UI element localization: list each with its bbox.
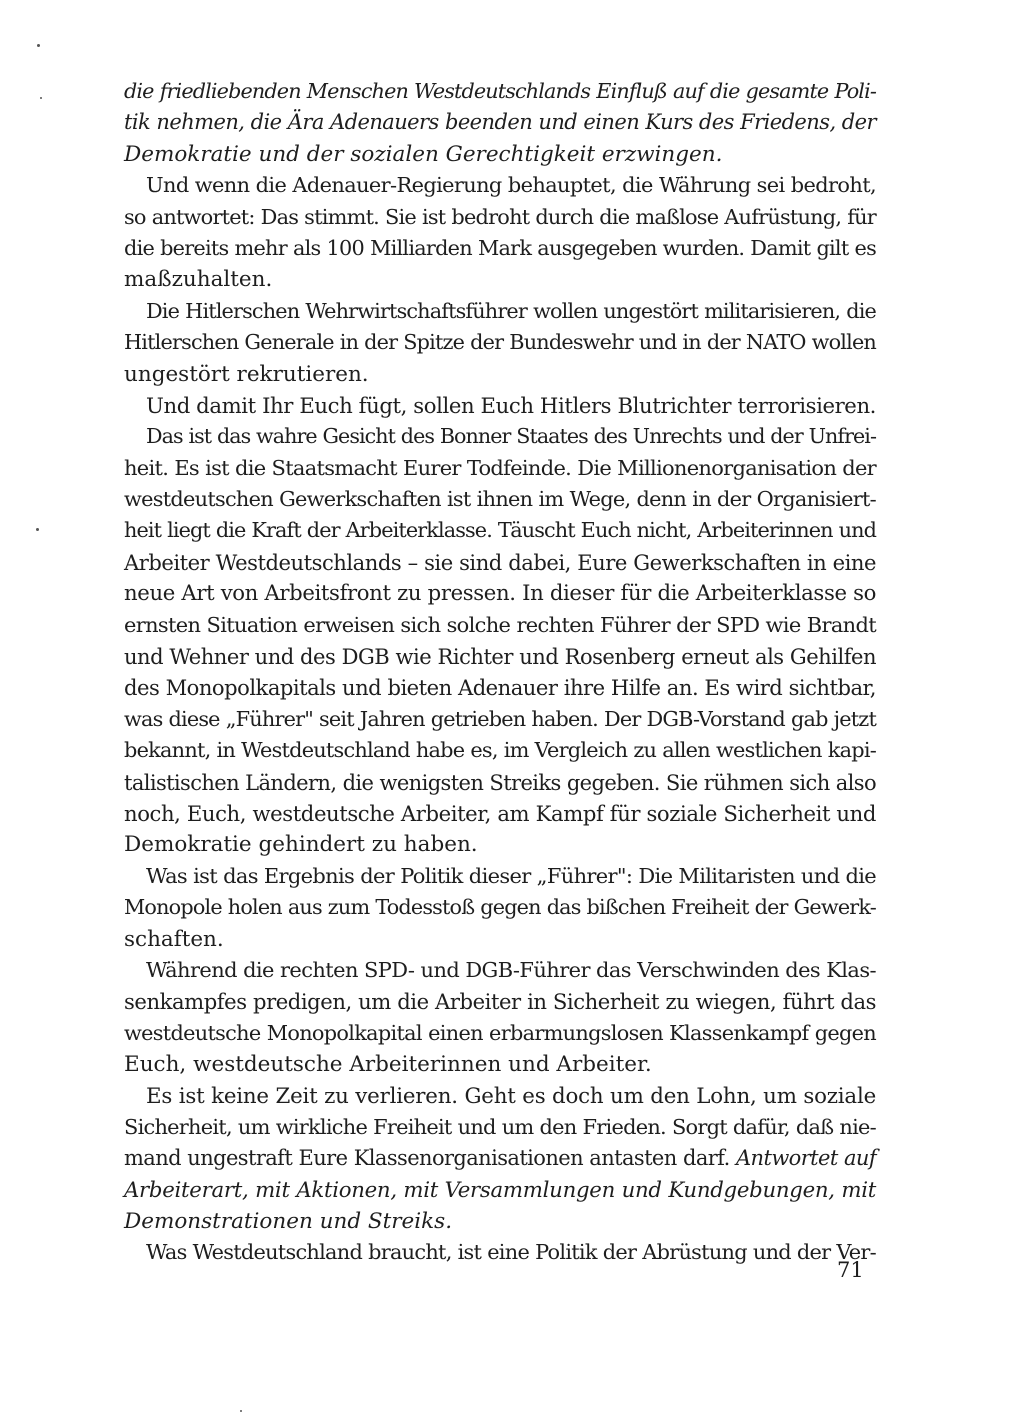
text-line: schaften.	[124, 926, 224, 952]
text-line	[124, 1143, 876, 1174]
scan-speck	[37, 44, 40, 47]
text-line: Arbeiterart, mit Aktionen, mit Versammlungen und Kundgebungen, mit	[124, 1177, 876, 1203]
text-line: talistischen Ländern, die wenigsten Streiks gegeben. Sie rühmen sich also	[124, 769, 876, 795]
text-line: Es ist keine Zeit zu verlieren. Geht es doch um den Lohn, um soziale	[146, 1083, 877, 1109]
text-line: ungestört rekrutieren.	[124, 361, 369, 387]
text-line: Sicherheit, um wirkliche Freiheit und um den Frieden. Sorgt dafür, daß nie-	[124, 1114, 876, 1139]
text-line-plain: mand ungestraft Eure Klassenorganisationen antasten darf.	[124, 1146, 736, 1171]
text-line: was diese „Führer" seit Jahren getrieben haben. Der DGB-Vorstand gab jetzt	[124, 706, 876, 731]
text-line: Euch, westdeutsche Arbeiterinnen und Arbeiter.	[124, 1052, 652, 1078]
text-line: heit liegt die Kraft der Arbeiterklasse. Täuscht Euch nicht, Arbeiterinnen und	[124, 518, 876, 543]
text-line: westdeutsche Monopolkapital einen erbarmungslosen Klassenkampf gegen	[124, 1020, 876, 1045]
text-line: Und wenn die Adenauer-Regierung behauptet, die Währung sei bedroht,	[146, 173, 876, 198]
text-line: bekannt, in Westdeutschland habe es, im Vergleich zu allen westlichen kapi-	[124, 738, 876, 763]
text-line: Demonstrationen und Streiks.	[124, 1209, 453, 1235]
text-line: Das ist das wahre Gesicht des Bonner Staates des Unrechts und der Unfrei-	[146, 424, 876, 449]
text-line: Monopole holen aus zum Todesstoß gegen das bißchen Freiheit der Gewerk-	[124, 895, 876, 920]
text-line-italic: Antwortet auf	[735, 1146, 876, 1171]
text-line: Und damit Ihr Euch fügt, sollen Euch Hitlers Blutrichter terrorisieren.	[146, 392, 877, 418]
page-number: 71	[837, 1258, 864, 1282]
text-line: heit. Es ist die Staatsmacht Eurer Todfeinde. Die Millionenorganisation der	[124, 455, 876, 480]
text-line: Während die rechten SPD- und DGB-Führer das Verschwinden des Klas-	[146, 957, 876, 982]
text-line: die bereits mehr als 100 Milliarden Mark ausgegeben wurden. Damit gilt es	[124, 235, 876, 260]
text-line: Was Westdeutschland braucht, ist eine Politik der Abrüstung und der Ver-	[146, 1240, 876, 1265]
text-line: neue Art von Arbeitsfront zu pressen. In dieser für die Arbeiterklasse so	[124, 581, 876, 607]
text-line: senkampfes predigen, um die Arbeiter in Sicherheit zu wiegen, führt das	[124, 989, 876, 1015]
scan-speck	[40, 97, 42, 99]
text-line: die friedliebenden Menschen Westdeutschlands Einfluß auf die gesamte Poli-	[124, 79, 876, 103]
text-line: tik nehmen, die Ära Adenauers beenden und einen Kurs des Friedens, der	[124, 110, 876, 135]
scan-speck	[240, 1410, 242, 1412]
text-line: so antwortet: Das stimmt. Sie ist bedroht durch die maßlose Aufrüstung, für	[124, 204, 876, 229]
text-line: Demokratie gehindert zu haben.	[124, 832, 478, 858]
text-line: Was ist das Ergebnis der Politik dieser „Führer": Die Militaristen und die	[146, 863, 876, 888]
text-line: Hitlerschen Generale in der Spitze der Bundeswehr und in der NATO wollen	[124, 330, 876, 355]
text-line: Die Hitlerschen Wehrwirtschaftsführer wollen ungestört militarisieren, die	[146, 298, 876, 323]
text-line: Arbeiter Westdeutschlands – sie sind dabei, Eure Gewerkschaften in eine	[124, 549, 876, 575]
text-line: ernsten Situation erweisen sich solche rechten Führer der SPD wie Brandt	[124, 612, 876, 637]
text-line: des Monopolkapitals und bieten Adenauer ihre Hilfe an. Es wird sichtbar,	[124, 675, 876, 701]
text-line: und Wehner und des DGB wie Richter und Rosenberg erneut als Gehilfen	[124, 644, 876, 670]
body-text	[124, 76, 876, 1269]
text-line: maßzuhalten.	[124, 267, 273, 293]
text-line: westdeutschen Gewerkschaften ist ihnen im Wege, denn in der Organisiert-	[124, 487, 876, 512]
scan-speck	[36, 528, 39, 531]
text-line: Demokratie und der sozialen Gerechtigkeit erzwingen.	[124, 141, 723, 167]
text-line: noch, Euch, westdeutsche Arbeiter, am Kampf für soziale Sicherheit und	[124, 800, 876, 826]
